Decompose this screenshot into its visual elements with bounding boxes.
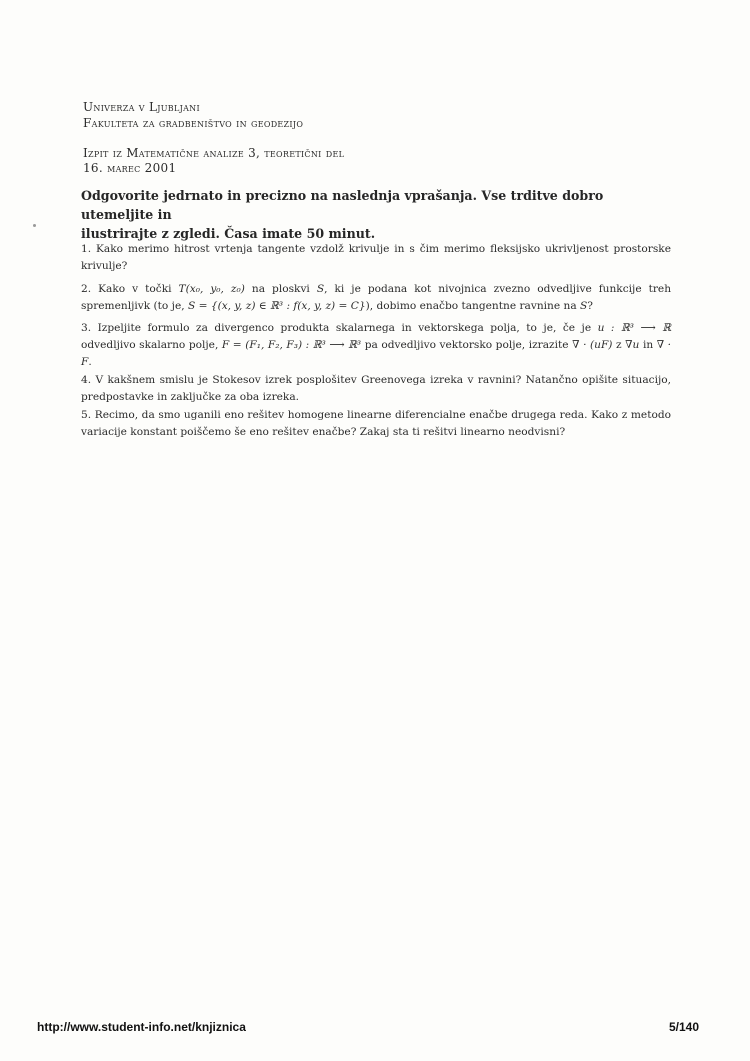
question-text: odvedljivo skalarno polje, bbox=[81, 339, 219, 351]
question-5 bbox=[81, 407, 671, 441]
question-text: ? bbox=[587, 300, 593, 312]
question-text: na ploskvi bbox=[251, 283, 310, 295]
exam-title: Izpit iz Matematične analize 3, teoretični del bbox=[83, 146, 345, 160]
page-number: 5/140 bbox=[669, 1020, 700, 1034]
question-3 bbox=[81, 320, 671, 371]
question-number: 5. bbox=[81, 409, 92, 421]
math-set: S = {(x, y, z) ∈ ℝ³ : f(x, y, z) = C} bbox=[187, 300, 366, 312]
question-text: pa odvedljivo vektorsko polje, izrazite bbox=[364, 339, 569, 351]
math-vector-field: F = (F₁, F₂, F₃) : ℝ³ ⟶ ℝ³ bbox=[221, 339, 362, 351]
math-gradient: ∇u bbox=[625, 339, 640, 351]
footer-url[interactable]: http://www.student-info.net/knjiznica bbox=[37, 1020, 246, 1034]
instructions-line-1: Odgovorite jedrnato in precizno na naslednja vprašanja. Vse trditve dobro utemeljite in bbox=[81, 188, 604, 222]
math-surface: S bbox=[580, 300, 588, 312]
math-point: T(x₀, y₀, z₀) bbox=[178, 283, 245, 295]
scan-dot bbox=[33, 224, 36, 227]
math-divergence-f: ∇ · F bbox=[81, 339, 672, 368]
question-text: V kakšnem smislu je Stokesov izrek posplošitev Greenovega izreka v ravnini? Natančno opišite situacijo, predpostavke in zaključke za oba izreka. bbox=[81, 374, 671, 403]
exam-date: 16. marec 2001 bbox=[83, 161, 177, 175]
question-text: in bbox=[642, 339, 654, 351]
university-name: Univerza v Ljubljani bbox=[83, 100, 200, 114]
math-surface: S bbox=[316, 283, 325, 295]
question-1 bbox=[81, 241, 671, 275]
faculty-name: Fakulteta za gradbeništvo in geodezijo bbox=[83, 116, 304, 130]
instructions-line-2: ilustrirajte z zgledi. Časa imate 50 minut. bbox=[81, 226, 376, 241]
question-text: ), dobimo enačbo tangentne ravnine na bbox=[365, 300, 577, 312]
question-text: . bbox=[88, 356, 92, 368]
question-text: Recimo, da smo uganili eno rešitev homogene linearne diferencialne enačbe drugega reda. Kako z metodo variacije konstant poiščemo še eno rešitev enačbe? Zakaj sta ti rešitvi linearno neodvisni? bbox=[81, 409, 671, 438]
question-number: 1. bbox=[81, 243, 92, 255]
question-2 bbox=[81, 281, 671, 315]
question-text: Kako merimo hitrost vrtenja tangente vzdolž krivulje in s čim merimo fleksijsko ukrivljenost prostorske krivulje? bbox=[81, 243, 671, 272]
question-number: 2. bbox=[81, 283, 92, 295]
instructions bbox=[81, 186, 671, 243]
question-number: 4. bbox=[81, 374, 92, 386]
question-text: , ki je podana kot nivojnica zvezno odvedljive funkcije treh spremenljivk (to je, bbox=[81, 283, 672, 312]
math-scalar-field: u : ℝ³ ⟶ ℝ bbox=[597, 322, 672, 334]
question-4 bbox=[81, 372, 671, 406]
question-text: z bbox=[616, 339, 622, 351]
question-text: Kako v točki bbox=[98, 283, 172, 295]
math-divergence: ∇ · (uF) bbox=[572, 339, 613, 351]
question-number: 3. bbox=[81, 322, 92, 334]
question-text: Izpeljite formulo za divergenco produkta skalarnega in vektorskega polja, to je, če je bbox=[97, 322, 592, 334]
